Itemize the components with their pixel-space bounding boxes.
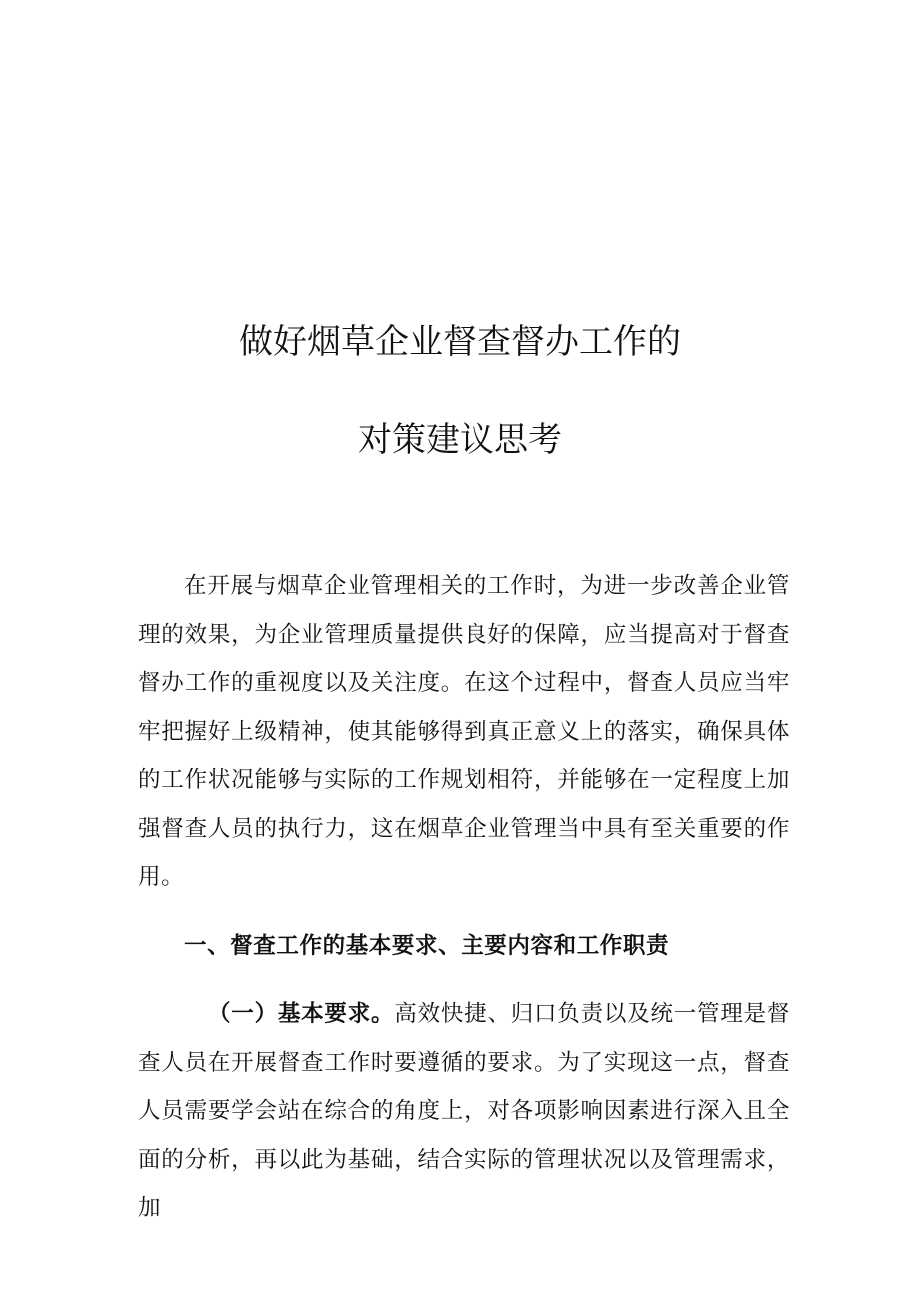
document-title-line-1: 做好烟草企业督查督办工作的 (239, 322, 681, 362)
intro-paragraph: 在开展与烟草企业管理相关的工作时，为进一步改善企业管理的效果，为企业管理质量提供良好的保障，应当提高对于督查督办工作的重视度以及关注度。在这个过程中，督查人员应当牢牢把握好上级精神，使其能够得到真正意义上的落实，确保具体的工作状况能够与实际的工作规划相符，并能够在一定程度上加强督查人员的执行力，这在烟草企业管理当中具有至关重要的作用。 (138, 573, 790, 890)
document-title-line-2: 对策建议思考 (358, 420, 562, 460)
section-heading-1: 一、督查工作的基本要求、主要内容和工作职责 (184, 933, 670, 959)
subsection-paragraph-1 (138, 990, 790, 1233)
subsection-text-1: 高效快捷、归口负责以及统一管理是督查人员在开展督查工作时要遵循的要求。为了实现这一点，督查人员需要学会站在综合的角度上，对各项影响因素进行深入且全面的分析，再以此为基础，结合实际的管理状况以及管理需求，加 (138, 1001, 790, 1221)
subsection-heading-1: （一）基本要求。 (208, 1001, 395, 1027)
